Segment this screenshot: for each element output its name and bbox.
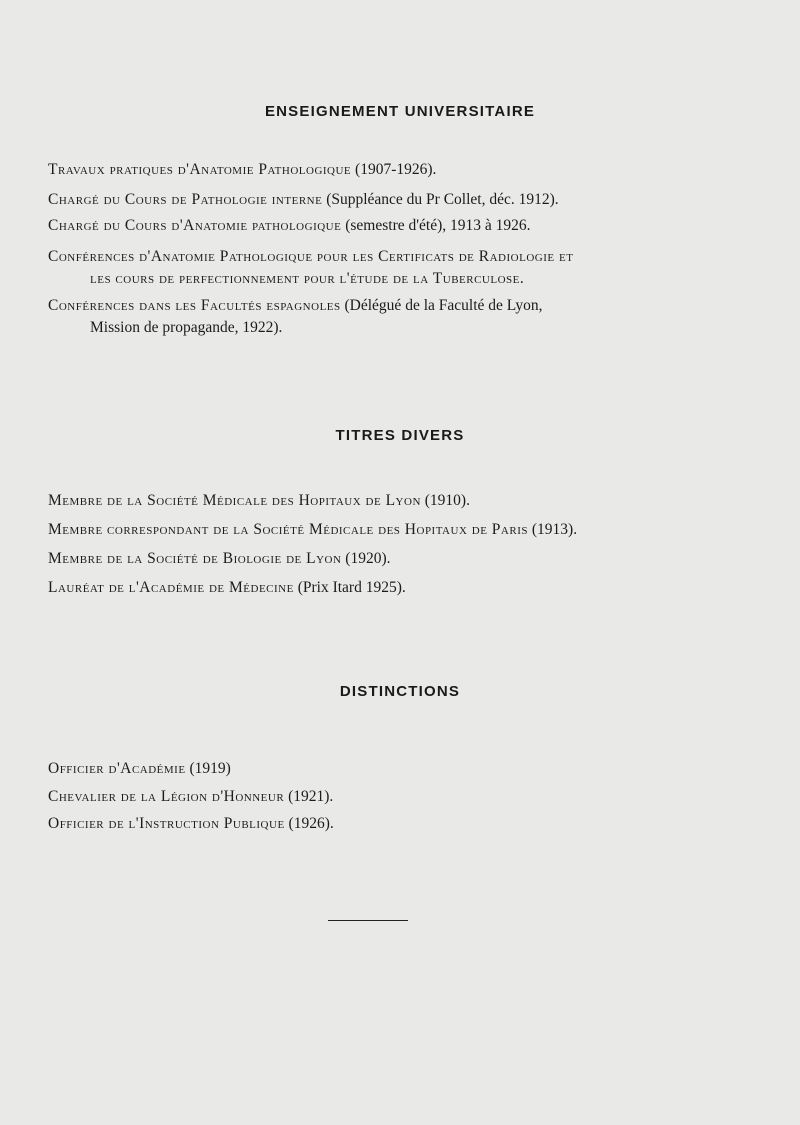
list-item [48, 786, 698, 808]
entry-detail: (Délégué de la Faculté de Lyon, [344, 297, 543, 314]
entry-detail: (1913). [531, 521, 578, 538]
entry-label: Officier de l'Instruction Publique [48, 815, 285, 832]
list-item [48, 295, 708, 339]
closing-rule-divider [328, 920, 408, 921]
section-title-titres: TITRES DIVERS [335, 427, 465, 444]
section-title-distinctions: DISTINCTIONS [339, 683, 461, 700]
entry-label: Membre de la Société Médicale des Hopitaux de Lyon [48, 492, 421, 509]
entry-detail: (semestre d'été), 1913 à 1926. [345, 217, 531, 234]
entry-label: Membre de la Société de Biologie de Lyon [48, 550, 342, 567]
entry-label: Membre correspondant de la Société Médicale des Hopitaux de Paris [48, 521, 528, 538]
list-item [48, 548, 698, 570]
entry-label: Chevalier de la Légion d'Honneur [48, 788, 285, 805]
entry-label: Chargé du Cours d'Anatomie pathologique [48, 217, 342, 234]
entry-label: Lauréat de l'Académie de Médecine [48, 579, 294, 596]
entry-label: Officier d'Académie [48, 760, 186, 777]
list-item [48, 189, 698, 211]
entry-detail: (Prix Itard 1925). [297, 579, 406, 596]
list-item [48, 246, 708, 290]
list-item [48, 577, 698, 599]
entry-detail: (1910). [424, 492, 470, 509]
list-item [48, 215, 698, 237]
entry-detail: (1919) [189, 760, 231, 777]
entry-label: Conférences dans les Facultés espagnoles [48, 297, 341, 314]
entry-continuation: Mission de propagande, 1922). [90, 319, 283, 336]
entry-detail: (1920). [345, 550, 391, 567]
section-title-enseignement: ENSEIGNEMENT UNIVERSITAIRE [264, 103, 536, 120]
entry-label: Conférences d'Anatomie Pathologique pour les Certificats de Radiologie et [48, 248, 574, 265]
list-item [48, 159, 698, 181]
entry-label: Travaux pratiques d'Anatomie Pathologique [48, 161, 352, 178]
list-item [48, 813, 698, 835]
entry-detail: (1926). [288, 815, 334, 832]
entry-detail: (1907-1926). [355, 161, 437, 178]
entry-continuation: les cours de perfectionnement pour l'étude de la Tuberculose. [90, 270, 525, 287]
entry-detail: (Suppléance du Pr Collet, déc. 1912). [326, 191, 559, 208]
list-item [48, 519, 728, 541]
entry-detail: (1921). [288, 788, 334, 805]
list-item [48, 490, 698, 512]
entry-label: Chargé du Cours de Pathologie interne [48, 191, 323, 208]
list-item [48, 758, 698, 780]
